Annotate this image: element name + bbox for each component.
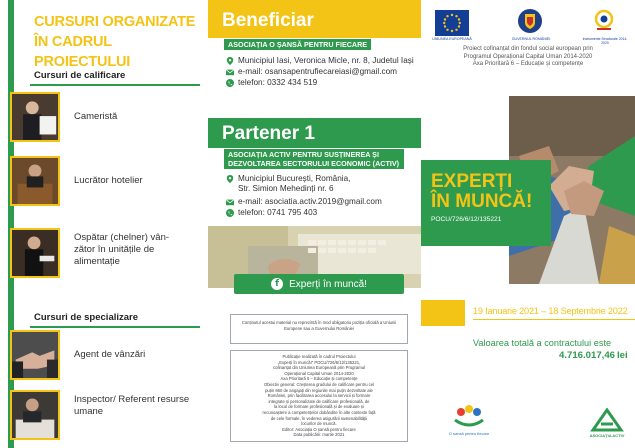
section-specializare-heading: Cursuri de specializare: [30, 312, 200, 328]
course-item-inspector-resurse-umane: [10, 390, 206, 446]
agent-vanzari-photo: [10, 330, 60, 380]
beneficiar-heading: Beneficiar: [222, 10, 314, 31]
funding-note-line-3: Axa Prioritară 6 – Educație și competențe: [472, 61, 584, 68]
info-line: Editor: Asociația O șansă pentru fiecare: [282, 426, 356, 432]
panel-courses: [0, 0, 208, 448]
instrumente-logo-caption: Instrumente Structurale 2014-2020: [582, 37, 628, 45]
course-label-ospatar-line-3: alimentație: [74, 256, 120, 267]
beneficiar-address-text: Municipiul Iasi, Veronica Micle, nr. 8, Judetul Iași: [238, 56, 414, 65]
ospatar-photo: [10, 228, 60, 278]
location-pin-icon: [226, 175, 234, 183]
contract-value-currency: lei: [617, 350, 628, 361]
beneficiar-email-text: e-mail: osansapentrufiecareiasi@gmail.com: [238, 67, 397, 76]
disclaimer-text: Conținutul acestui material nu reprezintă în mod obligatoriu poziția oficială a Uniunii Europene sau a Guvernului României: [241, 320, 397, 331]
info-line: cofinanțat din Uniunea Europeană prin Programul: [273, 365, 365, 371]
beneficiar-email: [226, 67, 416, 77]
info-line: Obiectiv general: Creșterea gradului de calificare pentru cel: [263, 381, 375, 387]
beneficiar-address: [226, 56, 416, 66]
phone-icon: [226, 79, 234, 87]
beneficiar-phone: [226, 78, 416, 88]
course-label-agent-vanzari: Agent de vânzări: [74, 349, 146, 360]
facebook-page-link[interactable]: [234, 274, 404, 294]
headline-line-1: EXPERȚI: [431, 171, 513, 192]
section-calificare-heading: Cursuri de calificare: [30, 70, 200, 86]
funding-note-line-2: Programul Operațional Capital Uman 2014-2020: [463, 53, 593, 60]
funding-note-line-1: Proiect cofinanțat din fondul social european prin: [463, 46, 593, 52]
contract-value-label: Valoarea totală a contractului este: [472, 338, 612, 348]
camerista-photo: [10, 92, 60, 142]
courses-title: [34, 12, 199, 72]
partener-address: [226, 174, 416, 194]
partener-heading: Partener 1: [222, 123, 315, 144]
course-label-ospatar-line-2: zător în unitățile de: [74, 244, 155, 255]
course-label-ospatar: [74, 228, 208, 278]
courses-title-line-2: ÎN CADRUL PROIECTULUI: [34, 34, 131, 70]
publication-info-box: [230, 350, 408, 442]
eu-flag-logo: [435, 10, 469, 36]
facebook-icon: f: [271, 278, 283, 290]
project-code: POCU/726/6/12/135221: [431, 216, 502, 223]
lucrator-hotelier-photo: [10, 156, 60, 206]
o-sansa-pentru-fiecare-logo: [449, 404, 489, 430]
partener-phone: [226, 208, 416, 218]
partener-email: [226, 197, 416, 207]
asociatia-activ-logo: [589, 408, 625, 432]
beneficiar-org-name: ASOCIAȚIA O ȘANSĂ PENTRU FIECARE: [224, 39, 371, 50]
partener-org-line-1: ASOCIAȚIA ACTIV PENTRU SUSȚINEREA ȘI: [228, 150, 379, 159]
partener-org-line-2: DEZVOLTAREA SECTORULUI ECONOMIC (ACTIV): [228, 159, 400, 168]
course-label-inspector: [74, 390, 208, 440]
course-item-agent-vanzari: [10, 330, 206, 386]
activ-logo-caption: ASOCIAȚIA ACTIV: [589, 433, 625, 438]
info-line: „Experți în muncă!” POCU/726/6/12/135221,: [277, 359, 361, 365]
partener-address-line-1: Municipiul București, România,: [238, 174, 351, 183]
o-sansa-logo-caption: O șansă pentru fiecare: [448, 431, 490, 436]
project-dates: 19 Ianuarie 2021 – 18 Septembrie 2022: [473, 306, 635, 320]
location-pin-icon: [226, 57, 234, 65]
disclaimer-box: [230, 314, 408, 344]
partener-address-line-2: Str. Simion Mehedinți nr. 6: [238, 184, 334, 193]
info-line: de cele formale, în vederea asigurării sustenabilității: [270, 415, 368, 421]
panel-partners: [208, 0, 421, 448]
info-line: Publicație realizată în cadrul Proiectului: [282, 354, 356, 359]
email-icon: [226, 68, 234, 76]
info-line: României, prin facilitarea accesului la servicii și formare: [267, 393, 371, 399]
headline-line-2: ÎN MUNCĂ!: [431, 191, 533, 212]
info-line: la locul de formare profesională și de evaluare și: [274, 404, 364, 410]
info-line: locurilor de muncă.: [301, 421, 337, 427]
info-line: recunoaștere a competențelor dobândite în alte contexte față: [262, 409, 376, 415]
info-line: integrate și personalizate de calificare profesională, de: [268, 398, 370, 404]
romania-government-logo: [517, 8, 543, 34]
course-label-camerista: Cameristă: [74, 111, 118, 122]
partener-phone-text: telefon: 0741 795 403: [238, 208, 318, 217]
eu-logo-caption: UNIUNEA EUROPEANĂ: [432, 37, 472, 41]
project-funding-note: [427, 46, 629, 69]
partener-email-text: e-mail: asociatia.activ.2019@gmail.com: [238, 197, 382, 206]
info-line: Data publicării: martie 2021: [293, 432, 345, 438]
info-line: puțin 660 de angajați din regiunile mai puțin dezvoltate ale: [265, 387, 373, 393]
course-item-camerista: [10, 92, 206, 148]
course-label-lucrator-hotelier: Lucrător hotelier: [74, 175, 143, 186]
inspector-resurse-umane-photo: [10, 390, 60, 440]
contract-value-amount: 4.716.017,46: [559, 350, 616, 361]
beneficiar-phone-text: telefon: 0332 434 519: [238, 78, 318, 87]
dates-yellow-accent: [421, 300, 465, 326]
email-icon: [226, 198, 234, 206]
phone-icon: [226, 209, 234, 217]
facebook-label: Experți în muncă!: [289, 278, 367, 290]
government-logo-caption: GUVERNUL ROMÂNIEI: [511, 37, 551, 41]
course-label-ospatar-line-1: Ospătar (chelner) vân-: [74, 232, 170, 243]
info-line: Axa Prioritară 6 – Educație și competențe: [280, 376, 358, 382]
courses-title-line-1: CURSURI ORGANIZATE: [34, 14, 196, 30]
panel-cover: [421, 0, 635, 448]
info-line: Operațional Capital Uman 2014-2020: [284, 370, 354, 376]
instrumente-structurale-logo: [587, 8, 621, 34]
course-item-ospatar: [10, 228, 206, 284]
partener-org-name: [224, 149, 404, 169]
course-label-inspector-line-1: Inspector/ Referent resurse: [74, 394, 190, 405]
course-label-inspector-line-2: umane: [74, 406, 104, 417]
course-item-lucrator-hotelier: [10, 156, 206, 212]
